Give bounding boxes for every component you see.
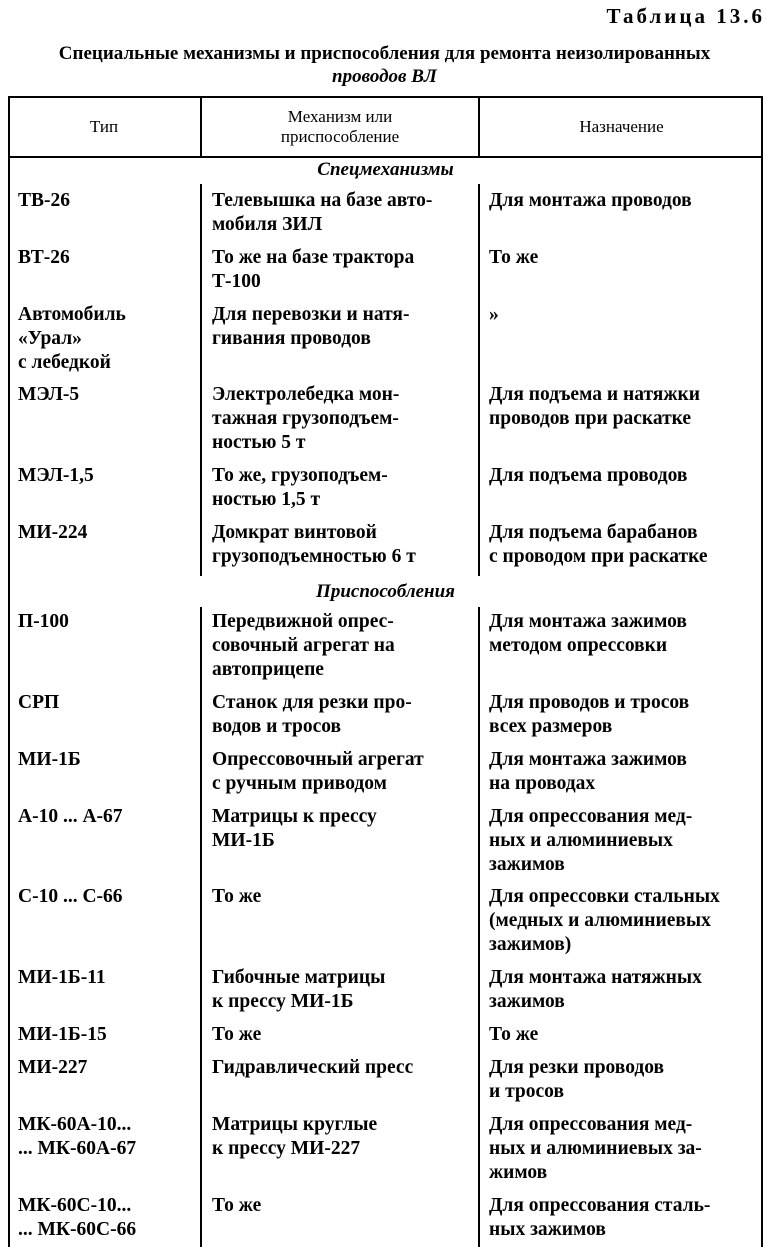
table-border-left <box>8 96 10 1247</box>
cell-purpose: Для резки проводов и тросов <box>489 1057 665 1102</box>
cell-mechanism: Передвижной опрес- совочный агрегат на автоприцепе <box>212 611 395 680</box>
cell-type: А-10 ... А-67 <box>18 806 123 827</box>
table-number: Таблица 13.6 <box>606 4 765 28</box>
cell-type: МИ-1Б-11 <box>18 967 106 988</box>
cell-purpose: » <box>489 304 499 325</box>
cell-mechanism: Электролебедка мон- тажная грузоподъем- ностью 5 т <box>212 384 400 453</box>
header-divider-1 <box>200 96 202 156</box>
section-mechanisms: Спецмеханизмы <box>317 159 454 180</box>
body-divider-1a <box>200 184 202 576</box>
cell-purpose: То же <box>489 247 539 268</box>
cell-purpose: Для подъема и натяжки проводов при раскатке <box>489 384 700 429</box>
cell-type: МЭЛ-5 <box>18 384 80 405</box>
header-mechanism: Механизм или приспособление <box>280 107 400 146</box>
cell-mechanism: Телевышка на базе авто- мобиля ЗИЛ <box>212 190 433 235</box>
cell-mechanism: Домкрат винтовой грузоподъемностью 6 т <box>212 522 416 567</box>
cell-mechanism: Матрицы круглые к прессу МИ-227 <box>212 1114 378 1159</box>
cell-purpose: Для опрессования мед- ных и алюминиевых за- жимов <box>489 1114 702 1183</box>
cell-mechanism: Для перевозки и натя- гивания проводов <box>212 304 410 349</box>
cell-type: П-100 <box>18 611 69 632</box>
header-type: Тип <box>89 117 119 136</box>
cell-type: МИ-224 <box>18 522 88 543</box>
cell-type: Автомобиль «Урал» с лебедкой <box>18 304 126 373</box>
cell-purpose: То же <box>489 1024 539 1045</box>
cell-type: МК-60А-10... ... МК-60А-67 <box>18 1114 137 1159</box>
cell-mechanism: То же на базе трактора Т-100 <box>212 247 415 292</box>
header-purpose: Назначение <box>579 117 664 136</box>
cell-purpose: Для монтажа зажимов на проводах <box>489 749 687 794</box>
cell-purpose: Для монтажа проводов <box>489 190 692 211</box>
cell-purpose: Для опрессования мед- ных и алюминиевых зажимов <box>489 806 693 875</box>
cell-type: ВТ-26 <box>18 247 70 268</box>
cell-type: СРП <box>18 692 60 713</box>
cell-purpose: Для опрессовки стальных (медных и алюминиевых зажимов) <box>489 886 720 955</box>
cell-mechanism: Станок для резки про- водов и тросов <box>212 692 412 737</box>
body-divider-2a <box>478 184 480 576</box>
cell-purpose: Для монтажа зажимов методом опрессовки <box>489 611 687 656</box>
body-divider-1b <box>200 607 202 1247</box>
header-divider-2 <box>478 96 480 156</box>
cell-mechanism: То же, грузоподъем- ностью 1,5 т <box>212 465 388 510</box>
table-border-right <box>761 96 763 1247</box>
cell-purpose: Для подъема барабанов с проводом при раскатке <box>489 522 708 567</box>
cell-mechanism: То же <box>212 886 262 907</box>
cell-type: МИ-1Б <box>18 749 81 770</box>
cell-type: МК-60С-10... ... МК-60С-66 <box>18 1195 137 1240</box>
section-devices: Приспособления <box>316 581 455 602</box>
cell-mechanism: Опрессовочный агрегат с ручным приводом <box>212 749 424 794</box>
cell-purpose: Для подъема проводов <box>489 465 688 486</box>
table-caption <box>0 42 769 88</box>
cell-mechanism: То же <box>212 1024 262 1045</box>
cell-mechanism: То же <box>212 1195 262 1216</box>
cell-type: МЭЛ-1,5 <box>18 465 94 486</box>
cell-mechanism: Матрицы к прессу МИ-1Б <box>212 806 377 851</box>
cell-purpose: Для опрессования сталь- ных зажимов <box>489 1195 711 1240</box>
cell-type: МИ-1Б-15 <box>18 1024 107 1045</box>
cell-type: МИ-227 <box>18 1057 88 1078</box>
cell-mechanism: Гидравлический пресс <box>212 1057 414 1078</box>
caption-line-2: проводов ВЛ <box>332 66 437 87</box>
cell-purpose: Для монтажа натяжных зажимов <box>489 967 702 1012</box>
cell-purpose: Для проводов и тросов всех размеров <box>489 692 690 737</box>
caption-line-1: Специальные механизмы и приспособления для ремонта неизолированных <box>58 43 711 64</box>
cell-type: С-10 ... С-66 <box>18 886 123 907</box>
table-header <box>8 96 763 158</box>
cell-mechanism: Гибочные матрицы к прессу МИ-1Б <box>212 967 386 1012</box>
table <box>8 96 763 1247</box>
cell-type: ТВ-26 <box>18 190 71 211</box>
